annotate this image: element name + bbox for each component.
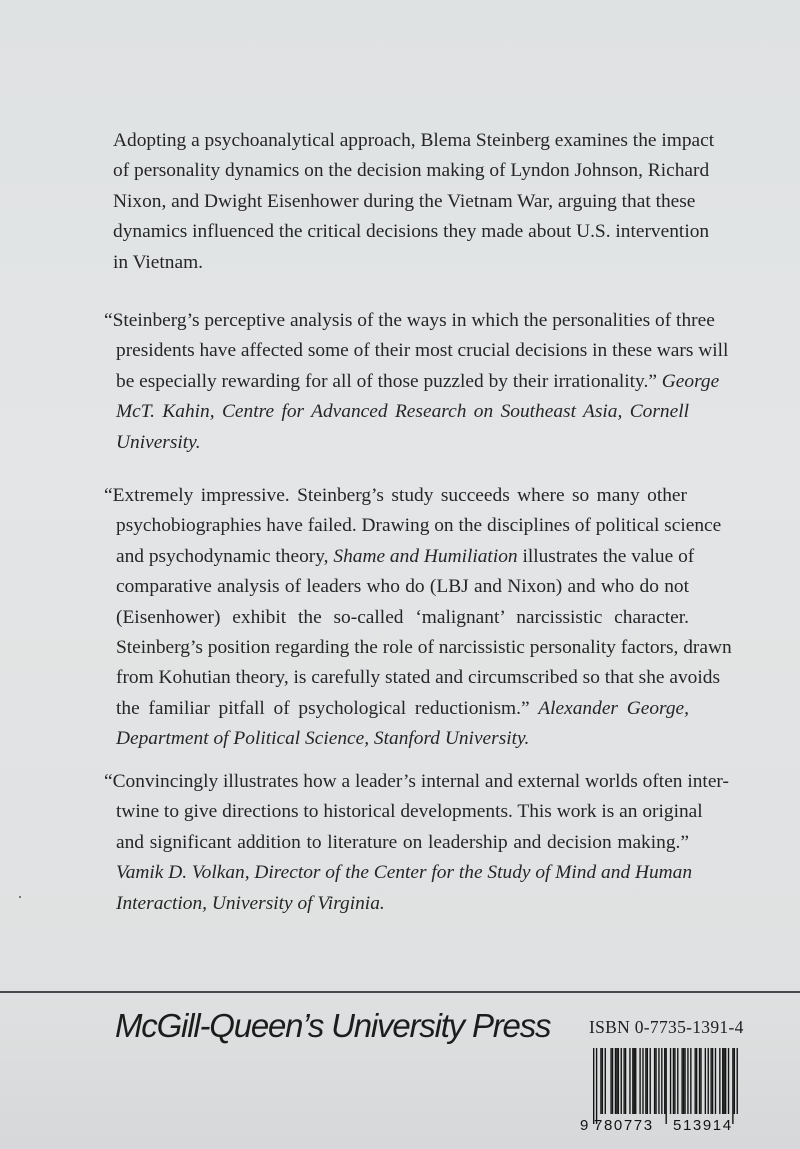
description-line: of personality dynamics on the decision making of Lyndon Johnson, Richard bbox=[113, 160, 710, 182]
barcode-bar bbox=[677, 1048, 678, 1114]
barcode-bar bbox=[632, 1048, 633, 1114]
blurb-text: the familiar pitfall of psychological reductionism.” bbox=[116, 697, 530, 719]
barcode-bar bbox=[661, 1048, 662, 1114]
barcode bbox=[577, 1046, 749, 1134]
blurb-line: “Steinberg’s perceptive analysis of the ways in which the personalities of three bbox=[104, 310, 715, 331]
barcode-bar bbox=[670, 1048, 671, 1114]
barcode-bar bbox=[654, 1048, 655, 1114]
blurb-text: illustrates the value of bbox=[522, 545, 695, 567]
barcode-bar bbox=[634, 1048, 635, 1114]
blurb-line: Steinberg’s position regarding the role of narcissistic personality factors, drawn bbox=[116, 637, 732, 659]
barcode-bar bbox=[687, 1048, 688, 1114]
barcode-bar bbox=[647, 1048, 648, 1114]
barcode-bar bbox=[674, 1048, 675, 1114]
publisher-name: McGill-Queen’s University Press bbox=[115, 1007, 551, 1044]
barcode-bar bbox=[684, 1048, 685, 1114]
barcode-bar bbox=[719, 1048, 720, 1114]
description-line: Adopting a psychoanalytical approach, Blema Steinberg examines the impact bbox=[113, 130, 715, 151]
barcode-bar bbox=[610, 1048, 611, 1114]
barcode-bar bbox=[722, 1048, 723, 1114]
blurb-attribution: University. bbox=[116, 431, 201, 453]
blurb-volkan bbox=[0, 767, 800, 919]
barcode-bar bbox=[593, 1048, 594, 1124]
blurb-line: twine to give directions to historical developments. This work is an original bbox=[116, 801, 703, 823]
barcode-bar bbox=[666, 1048, 667, 1124]
blurb-line bbox=[0, 367, 720, 397]
barcode-bar bbox=[710, 1048, 711, 1114]
barcode-bar bbox=[621, 1048, 622, 1114]
barcode-bar bbox=[655, 1048, 656, 1114]
blurb-line: “Convincingly illustrates how a leader’s internal and external worlds often inter- bbox=[104, 771, 729, 792]
barcode-bar bbox=[737, 1048, 738, 1114]
barcode-bar bbox=[734, 1048, 735, 1114]
blurb-line: presidents have affected some of their most crucial decisions in these wars will bbox=[116, 340, 729, 362]
barcode-bar bbox=[690, 1048, 691, 1114]
barcode-bar bbox=[658, 1048, 659, 1114]
footer-rule bbox=[0, 991, 800, 993]
barcode-bar bbox=[629, 1048, 630, 1114]
barcode-bar bbox=[683, 1048, 684, 1114]
barcode-bar bbox=[715, 1048, 716, 1114]
barcode-bar bbox=[605, 1048, 606, 1114]
blurb-kahin bbox=[0, 306, 800, 458]
description-paragraph bbox=[0, 126, 800, 278]
blurb-line bbox=[0, 694, 689, 724]
barcode-bar bbox=[623, 1048, 624, 1114]
barcode-bar bbox=[696, 1048, 697, 1114]
barcode-bar bbox=[705, 1048, 706, 1114]
blurb-attribution: Department of Political Science, Stanford University. bbox=[116, 728, 530, 750]
barcode-bar bbox=[618, 1048, 619, 1114]
blurb-line: from Kohutian theory, is carefully stated and circumscribed so that she avoids bbox=[116, 667, 720, 689]
barcode-bar bbox=[645, 1048, 646, 1114]
blurb-line bbox=[0, 542, 695, 572]
blurb-line: “Extremely impressive. Steinberg’s study succeeds where so many other bbox=[104, 485, 687, 506]
barcode-right-digits: 513914 bbox=[673, 1117, 733, 1134]
blurb-george bbox=[0, 481, 800, 755]
barcode-bar bbox=[612, 1048, 613, 1114]
barcode-bar bbox=[700, 1048, 701, 1114]
dust-speck bbox=[19, 896, 21, 898]
barcode-bar bbox=[681, 1048, 682, 1114]
book-title: Shame and Humiliation bbox=[333, 545, 518, 567]
barcode-lead-digit: 9 bbox=[580, 1117, 589, 1134]
barcode-bar bbox=[635, 1048, 636, 1114]
barcode-bar bbox=[602, 1048, 603, 1114]
blurb-attribution: George bbox=[661, 370, 720, 392]
barcode-bar bbox=[625, 1048, 626, 1114]
description-line: Nixon, and Dwight Eisenhower during the Vietnam War, arguing that these bbox=[113, 190, 696, 212]
barcode-bar bbox=[615, 1048, 616, 1114]
barcode-bar bbox=[639, 1048, 640, 1114]
barcode-left-digits: 780773 bbox=[594, 1117, 654, 1134]
barcode-bar bbox=[616, 1048, 617, 1114]
blurb-attribution: Alexander George, bbox=[538, 697, 689, 719]
barcode-bar bbox=[596, 1048, 597, 1124]
blurb-attribution: Vamik D. Volkan, Director of the Center for the Study of Mind and Human bbox=[116, 862, 693, 884]
barcode-bar bbox=[708, 1048, 709, 1114]
barcode-bar bbox=[695, 1048, 696, 1114]
barcode-bar bbox=[699, 1048, 700, 1114]
description-line: dynamics influenced the critical decisions they made about U.S. intervention bbox=[113, 221, 710, 243]
barcode-bar bbox=[712, 1048, 713, 1114]
blurb-text: be especially rewarding for all of those puzzled by their irrationality.” bbox=[116, 370, 657, 392]
blurb-line: (Eisenhower) exhibit the so-called ‘malignant’ narcissistic character. bbox=[116, 606, 689, 628]
blurb-line: comparative analysis of leaders who do (LBJ and Nixon) and who do not bbox=[116, 576, 689, 598]
blurb-line: and significant addition to literature on leadership and decision making.” bbox=[116, 831, 689, 853]
blurb-attribution: McT. Kahin, Centre for Advanced Research on Southeast Asia, Cornell bbox=[116, 401, 689, 423]
blurb-attribution: Interaction, University of Virginia. bbox=[116, 892, 385, 914]
barcode-bar bbox=[725, 1048, 726, 1114]
barcode-bars bbox=[593, 1048, 738, 1124]
description-line: in Vietnam. bbox=[113, 251, 204, 273]
barcode-bar bbox=[664, 1048, 665, 1114]
barcode-bar bbox=[728, 1048, 729, 1114]
barcode-bar bbox=[650, 1048, 651, 1114]
blurb-line: psychobiographies have failed. Drawing on the disciplines of political science bbox=[116, 515, 722, 537]
blurb-text: and psychodynamic theory, bbox=[116, 545, 329, 567]
barcode-bar bbox=[732, 1048, 733, 1124]
barcode-bar bbox=[724, 1048, 725, 1114]
isbn-number: ISBN 0-7735-1391-4 bbox=[589, 1017, 744, 1037]
barcode-bar bbox=[600, 1048, 601, 1114]
barcode-bar bbox=[673, 1048, 674, 1114]
barcode-bar bbox=[642, 1048, 643, 1114]
